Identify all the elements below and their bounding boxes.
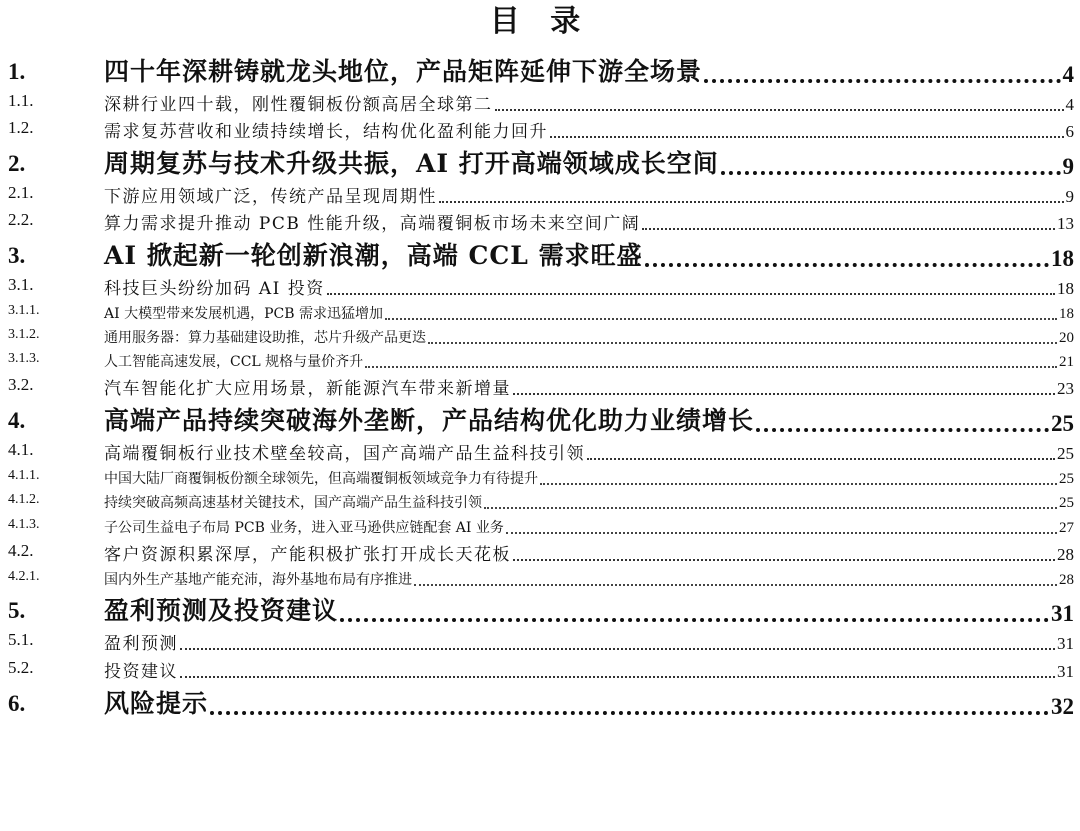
toc-entry-3-1[interactable] xyxy=(0,272,1080,299)
dot-leader xyxy=(756,428,1049,432)
toc-entry-4[interactable] xyxy=(0,399,1080,437)
toc-entry-1-2[interactable] xyxy=(0,115,1080,142)
section-title: 国内外生产基地产能充沛，海外基地布局有序推进 xyxy=(104,572,412,588)
section-number: 1.1. xyxy=(8,91,34,110)
toc-entry-5-1[interactable] xyxy=(0,627,1080,654)
section-title: 高端产品持续突破海外垄断，产品结构优化助力业绩增长 xyxy=(104,406,755,435)
toc-entry-2-2[interactable] xyxy=(0,207,1080,234)
section-title: 下游应用领域广泛，传统产品呈现周期性 xyxy=(104,187,437,207)
page-number: 31 xyxy=(1057,662,1074,681)
page-number: 6 xyxy=(1065,122,1074,141)
dot-leader xyxy=(327,293,1055,295)
dot-leader xyxy=(428,342,1057,344)
section-title: 风险提示 xyxy=(104,689,209,718)
page-number: 18 xyxy=(1057,279,1074,298)
page-number: 20 xyxy=(1059,330,1074,346)
dot-leader xyxy=(484,507,1057,509)
toc-entry-5[interactable] xyxy=(0,589,1080,627)
section-number: 4. xyxy=(8,408,26,433)
section-number: 3.2. xyxy=(8,375,34,394)
section-number: 5. xyxy=(8,598,26,623)
page-number: 28 xyxy=(1059,572,1074,588)
section-title: 投资建议 xyxy=(104,662,178,682)
section-title: 科技巨头纷纷加码 AI 投资 xyxy=(104,279,325,299)
toc-entry-4-1-1[interactable] xyxy=(0,464,1080,488)
section-title: 周期复苏与技术升级共振，AI 打开高端领域成长空间 xyxy=(104,149,719,178)
section-number: 3.1.2. xyxy=(8,327,40,342)
page-number: 18 xyxy=(1059,306,1074,322)
section-number: 3.1. xyxy=(8,275,34,294)
dot-leader xyxy=(587,458,1055,460)
section-title: 盈利预测 xyxy=(104,634,178,654)
toc-entry-3-2[interactable] xyxy=(0,371,1080,399)
dot-leader xyxy=(180,676,1055,678)
section-title: 持续突破高频高速基材关键技术，国产高端产品生益科技引领 xyxy=(104,495,482,511)
section-number: 4.2. xyxy=(8,541,34,560)
page-number: 23 xyxy=(1057,379,1074,398)
toc-entry-4-1-2[interactable] xyxy=(0,488,1080,512)
page-number: 32 xyxy=(1051,694,1074,719)
toc-entry-4-2-1[interactable] xyxy=(0,565,1080,589)
toc-entry-1-1[interactable] xyxy=(0,88,1080,115)
dot-leader xyxy=(721,171,1061,175)
page-number: 25 xyxy=(1059,495,1074,511)
toc-entry-1[interactable] xyxy=(0,54,1080,88)
toc-entry-3-1-3[interactable] xyxy=(0,347,1080,371)
section-title: 盈利预测及投资建议 xyxy=(104,596,339,625)
dot-leader xyxy=(180,648,1055,650)
toc-entry-4-2[interactable] xyxy=(0,537,1080,565)
dot-leader xyxy=(506,532,1057,534)
section-number: 4.1.1. xyxy=(8,468,40,483)
page-number: 28 xyxy=(1057,545,1074,564)
section-title: 客户资源积累深厚，产能积极扩张打开成长天花板 xyxy=(104,545,511,565)
section-number: 3.1.3. xyxy=(8,351,40,366)
dot-leader xyxy=(642,228,1055,230)
section-title: 人工智能高速发展，CCL 规格与量价齐升 xyxy=(104,354,364,370)
section-title: 中国大陆厂商覆铜板份额全球领先，但高端覆铜板领域竞争力有待提升 xyxy=(104,471,538,487)
page-number: 31 xyxy=(1057,634,1074,653)
dot-leader xyxy=(439,201,1064,203)
toc-entry-4-1[interactable] xyxy=(0,437,1080,464)
page-number: 27 xyxy=(1059,520,1074,536)
dot-leader xyxy=(704,79,1060,83)
dot-leader xyxy=(550,136,1064,138)
section-number: 5.1. xyxy=(8,630,34,649)
section-title: 高端覆铜板行业技术壁垒较高，国产高端产品生益科技引领 xyxy=(104,444,585,464)
section-number: 2. xyxy=(8,151,26,176)
section-title: 需求复苏营收和业绩持续增长，结构优化盈利能力回升 xyxy=(104,122,548,142)
page-number: 4 xyxy=(1062,62,1074,87)
section-number: 6. xyxy=(8,691,26,716)
section-title: 通用服务器：算力基础建设助推，芯片升级产品更迭 xyxy=(104,330,426,346)
dot-leader xyxy=(645,263,1049,267)
section-number: 1.2. xyxy=(8,118,34,137)
dot-leader xyxy=(513,559,1055,561)
toc-entry-2[interactable] xyxy=(0,142,1080,180)
section-title: AI 大模型带来发展机遇，PCB 需求迅猛增加 xyxy=(104,306,383,322)
page-number: 25 xyxy=(1057,444,1074,463)
page-number: 18 xyxy=(1051,246,1074,271)
page-number: 21 xyxy=(1059,354,1074,370)
page-number: 25 xyxy=(1051,411,1074,436)
section-title: 子公司生益电子布局 PCB 业务，进入亚马逊供应链配套 AI 业务 xyxy=(104,520,504,536)
section-number: 4.1.2. xyxy=(8,492,40,507)
section-number: 3. xyxy=(8,243,26,268)
section-number: 2.1. xyxy=(8,183,34,202)
toc-title: 目 录 xyxy=(489,4,591,39)
page-number: 4 xyxy=(1065,95,1074,114)
page-number: 13 xyxy=(1057,214,1074,233)
section-number: 4.2.1. xyxy=(8,569,40,584)
dot-leader xyxy=(210,711,1049,715)
page-number: 31 xyxy=(1051,601,1074,626)
section-number: 4.1.3. xyxy=(8,517,40,532)
section-title: 算力需求提升推动 PCB 性能升级，高端覆铜板市场未来空间广阔 xyxy=(104,214,641,234)
dot-leader xyxy=(365,366,1057,368)
toc-entry-3[interactable] xyxy=(0,234,1080,272)
section-title: 汽车智能化扩大应用场景，新能源汽车带来新增量 xyxy=(104,379,511,399)
toc-entry-6[interactable] xyxy=(0,682,1080,720)
section-number: 3.1.1. xyxy=(8,303,40,318)
toc-entry-5-2[interactable] xyxy=(0,654,1080,682)
dot-leader xyxy=(340,618,1049,622)
toc-entry-3-1-1[interactable] xyxy=(0,299,1080,323)
section-number: 4.1. xyxy=(8,440,34,459)
toc-entry-4-1-3[interactable] xyxy=(0,512,1080,537)
section-number: 1. xyxy=(8,59,26,84)
dot-leader xyxy=(513,393,1055,395)
dot-leader xyxy=(385,318,1057,320)
section-title: 深耕行业四十载，刚性覆铜板份额高居全球第二 xyxy=(104,95,493,115)
toc-entry-3-1-2[interactable] xyxy=(0,323,1080,347)
section-number: 2.2. xyxy=(8,210,34,229)
dot-leader xyxy=(495,109,1064,111)
section-title: AI 掀起新一轮创新浪潮，高端 CCL 需求旺盛 xyxy=(104,241,643,270)
dot-leader xyxy=(540,483,1057,485)
page-number: 9 xyxy=(1062,154,1074,179)
toc-entry-2-1[interactable] xyxy=(0,180,1080,207)
dot-leader xyxy=(414,584,1057,586)
page-number: 9 xyxy=(1065,187,1074,206)
section-number: 5.2. xyxy=(8,658,34,677)
page-number: 25 xyxy=(1059,471,1074,487)
section-title: 四十年深耕铸就龙头地位，产品矩阵延伸下游全场景 xyxy=(104,57,703,86)
